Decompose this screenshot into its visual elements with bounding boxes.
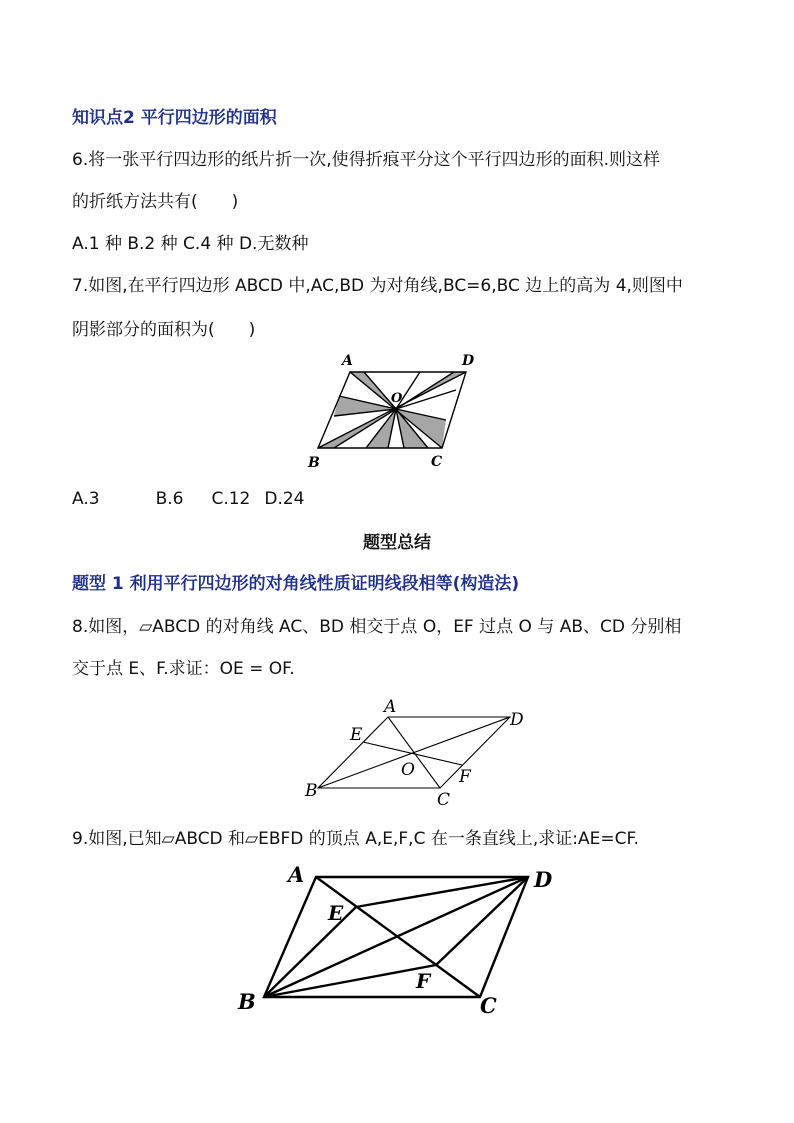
q9-figure [230,860,570,1025]
q7-option-d: D.24 [264,489,305,509]
q8-text-line1: 8.如图，▱ABCD 的对角线 AC、BD 相交于点 O，EF 过点 O 与 AB、CD 分别相 [72,617,682,637]
q9-label-f: F [416,969,431,993]
q8-label-f: F [459,767,471,787]
q7-label-a: A [342,353,353,369]
q7-text-line2: 阴影部分的面积为( ) [72,320,256,340]
q8-text-line2: 交于点 E、F.求证：OE = OF. [72,659,295,679]
q7-text-line1: 7.如图,在平行四边形 ABCD 中,AC,BD 为对角线,BC=6,BC 边上的高为 4,则图中 [72,276,683,296]
q9-label-e: E [328,901,344,925]
q9-label-a: A [288,862,305,887]
q6-options: A.1 种 B.2 种 C.4 种 D.无数种 [72,234,309,254]
q9-text-line: 9.如图,已知▱ABCD 和▱EBFD 的顶点 A,E,F,C 在一条直线上,求证:AE=CF. [72,829,639,849]
q9-label-c: C [480,993,497,1018]
q6-text-line2: 的折纸方法共有( ) [72,192,239,212]
q7-label-b: B [308,455,320,471]
q7-option-a: A.3 [72,489,100,509]
q8-label-b: B [305,781,318,801]
q7-figure [300,350,480,475]
q8-label-d: D [510,710,524,730]
q7-options [72,487,305,511]
summary-title: 题型总结 [363,533,431,553]
q9-lines [264,877,528,997]
q7-label-o: O [391,391,403,406]
section-heading-area: 知识点2 平行四边形的面积 [72,108,277,128]
q7-option-b: B.6 [155,489,184,509]
q8-label-c: C [437,790,451,810]
q8-figure [300,695,540,810]
q9-label-d: D [534,867,553,892]
q8-label-e: E [350,725,363,745]
q8-label-o: O [401,760,415,780]
q7-option-c: C.12 [211,489,251,509]
section-heading-type1: 题型 1 利用平行四边形的对角线性质证明线段相等(构造法) [72,574,520,594]
q9-label-b: B [238,989,256,1014]
q8-label-a: A [384,697,397,717]
q6-text-line1: 6.将一张平行四边形的纸片折一次,使得折痕平分这个平行四边形的面积.则这样 [72,150,661,170]
q7-label-d: D [462,353,475,369]
q7-label-c: C [431,454,443,470]
